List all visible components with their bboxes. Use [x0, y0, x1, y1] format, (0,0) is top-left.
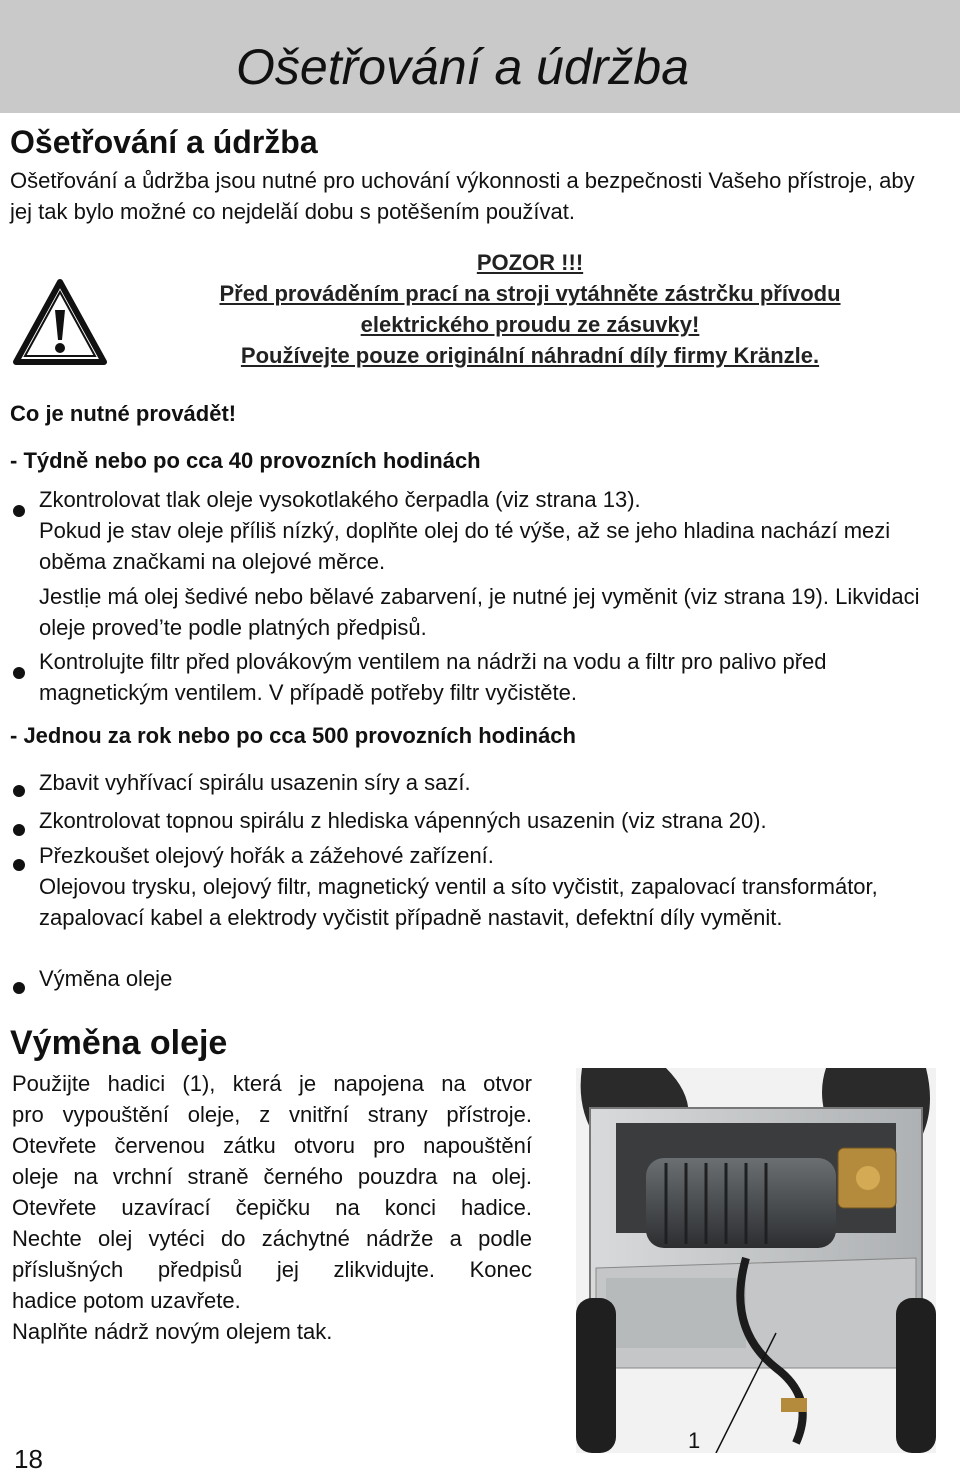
oil-change-body	[12, 1068, 532, 1347]
bullet-icon	[13, 982, 25, 994]
weekly-item-1: Zkontrolovat tlak oleje vysokotlakého čerpadla (viz strana 13).	[39, 487, 641, 512]
page-number: 18	[14, 1444, 43, 1474]
weekly-item-3: Jestlịe má olej šedivé nebo bělavé zabarvení, je nutné jej vyměnit (viz strana 19). Likvidaci oleje proved’te podle platných předpisů.	[39, 584, 920, 640]
warning-line-parts: Používejte pouze originální náhradní díly firmy Kränzle.	[240, 343, 820, 368]
intro-paragraph: Ošetřování a ůdržba jsou nutné pro uchování výkonnosti a bezpečnosti Vašeho přístroje, aby jej tak bylo možné co nejdelăí dobu s potěšením používat.	[10, 168, 915, 224]
yearly-item-4: Olejovou trysku, olejový filtr, magnetický ventil a síto vyčistit, zapalovací transformátor, zapalovací kabel a elektrody vyčistit případně nastavit, defektní díly vyměnit.	[39, 874, 878, 930]
warning-triangle-icon	[12, 278, 108, 366]
oil-line: oleje na vrchní straně černého pouzdra na olej.	[12, 1164, 532, 1189]
bullet-icon	[13, 505, 25, 517]
header-title: Ošetřování a údržba	[236, 39, 690, 95]
yearly-heading: - Jednou za rok nebo po cca 500 provozních hodinách	[10, 723, 576, 748]
oil-line: příslušných předpisů jej zlikvidujte. Konec	[12, 1257, 532, 1282]
bullet-icon	[13, 785, 25, 797]
yearly-item-2: Zkontrolovat topnou spirálu z hlediska vápenných usazenin (viz strana 20).	[39, 808, 767, 833]
oil-line: Naplňte nádrž novým olejem tak.	[12, 1319, 333, 1344]
bullet-icon	[13, 824, 25, 836]
section-title: Ošetřování a údržba	[10, 124, 318, 160]
oil-line: Otevřete červenou zátku otvoru pro napouštění	[12, 1133, 532, 1158]
machine-photo	[576, 1068, 936, 1453]
yearly-item-3: Přezkoušet olejový hořák a zážehové zařízení.	[39, 843, 494, 868]
yearly-item-5: Výměna oleje	[39, 966, 173, 991]
weekly-item-4: Kontrolujte filtr před plovákovým ventilem na nádrži na vodu a filtr pro palivo před magnetickým ventilem. V případě potřeby filtr vyčistěte.	[39, 649, 827, 705]
oil-line: Otevřete uzavírací čepičku na konci hadice.	[12, 1195, 532, 1220]
weekly-item-2: Pokud je stav oleje příliš nízký, doplňte olej do té výše, až se jeho hladina nachází mezi oběma značkami na olejové měrce.	[39, 518, 891, 574]
warning-line-unplug: Před prováděním prací na stroji vytáhněte zástrčku přívodu	[219, 281, 841, 306]
oil-line: Nechte olej vytéci do záchytné nádrže a podle	[12, 1226, 532, 1251]
oil-line: pro vypouštění oleje, z vnitřní strany přístroje.	[12, 1102, 532, 1127]
yearly-item-1: Zbavit vyhřívací spirálu usazenin síry a sazí.	[39, 770, 471, 795]
warning-line-socket: elektrického proudu ze zásuvky!	[360, 312, 700, 337]
warning-line-pozor: POZOR !!!	[476, 250, 584, 275]
what-todo-heading: Co je nutné provádět!	[10, 401, 237, 426]
bullet-icon	[13, 667, 25, 679]
callout-number: 1	[688, 1428, 701, 1453]
oil-change-title: Výměna oleje	[10, 1024, 228, 1062]
warning-block	[120, 247, 940, 371]
oil-line: hadice potom uzavřete.	[12, 1288, 241, 1313]
weekly-heading: - Týdně nebo po cca 40 provozních hodinách	[10, 448, 481, 473]
oil-line: Použijte hadici (1), která je napojena na otvor	[12, 1071, 532, 1096]
bullet-icon	[13, 859, 25, 871]
